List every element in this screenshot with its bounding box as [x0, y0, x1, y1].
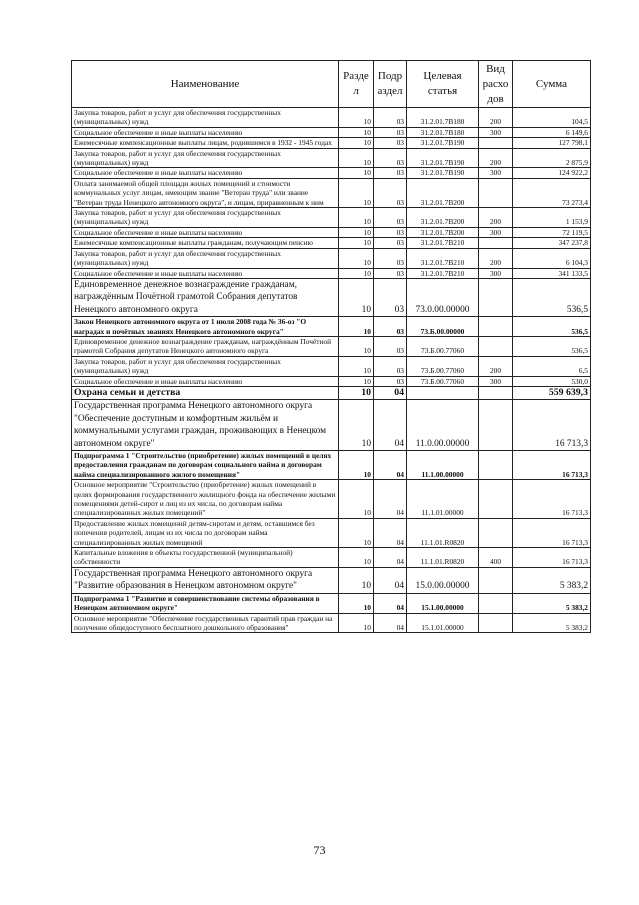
row-subsection-cell: 03 [374, 127, 407, 137]
row-sum-cell: 16 713,3 [513, 548, 591, 568]
row-target-cell: 11.1.01.R0820 [407, 518, 479, 547]
row-name-cell: Подпрограмма 1 "Развитие и совершенствование системы образования в Ненецком автономном округе" [72, 593, 339, 613]
row-target-cell: 73.Б.00.77060 [407, 336, 479, 356]
row-section-cell: 10 [339, 278, 374, 316]
row-type-cell [479, 238, 513, 248]
row-subsection-cell: 03 [374, 138, 407, 148]
row-sum-cell: 16 713,3 [513, 518, 591, 547]
table-row [72, 356, 591, 376]
row-section-cell: 10 [339, 208, 374, 228]
row-target-cell: 15.0.00.00000 [407, 567, 479, 593]
row-type-cell [479, 278, 513, 316]
row-name-cell: Закон Ненецкого автономного округа от 1 июля 2008 года № 36-оз "О наградах и почётных званиях Ненецкого автономного округа" [72, 317, 339, 337]
row-subsection-cell: 04 [374, 480, 407, 519]
row-target-cell: 11.1.01.00000 [407, 480, 479, 519]
row-subsection-cell: 03 [374, 317, 407, 337]
budget-table-sheet [71, 60, 590, 633]
row-subsection-cell: 03 [374, 168, 407, 178]
row-type-cell: 300 [479, 376, 513, 386]
row-type-cell: 200 [479, 356, 513, 376]
row-sum-cell: 5 383,2 [513, 567, 591, 593]
row-name-cell: Основное мероприятие "Строительство (приобретение) жилых помещений в целях формирования государственного жилищного фонда на обеспечение жилыми помещениями детей-сирот и лиц из их числа, по договорам найма специализированных жилых помещений" [72, 480, 339, 519]
row-sum-cell: 2 875,9 [513, 148, 591, 168]
row-subsection-cell: 03 [374, 108, 407, 128]
row-subsection-cell: 04 [374, 548, 407, 568]
row-type-cell [479, 178, 513, 207]
table-row [72, 336, 591, 356]
row-type-cell [479, 567, 513, 593]
table-row [72, 208, 591, 228]
row-target-cell: 73.Б.00.77060 [407, 376, 479, 386]
table-row [72, 178, 591, 207]
table-row [72, 386, 591, 399]
row-type-cell [479, 518, 513, 547]
header-type: Вид расхо дов [479, 61, 513, 108]
row-name-cell: Единовременное денежное вознаграждение гражданам, награждённым Почётной грамотой Собрания депутатов Ненецкого автономного округа [72, 278, 339, 316]
row-subsection-cell: 03 [374, 278, 407, 316]
row-sum-cell: 6,5 [513, 356, 591, 376]
header-target: Целевая статья [407, 61, 479, 108]
table-row [72, 400, 591, 451]
row-name-cell: Государственная программа Ненецкого автономного округа "Обеспечение доступным и комфортным жильём и коммунальными услугами граждан, проживающих в Ненецком автономном округе" [72, 400, 339, 451]
row-subsection-cell: 04 [374, 518, 407, 547]
row-subsection-cell: 04 [374, 451, 407, 480]
row-subsection-cell: 04 [374, 613, 407, 633]
row-type-cell [479, 451, 513, 480]
row-sum-cell: 5 383,2 [513, 593, 591, 613]
row-subsection-cell: 03 [374, 336, 407, 356]
row-type-cell: 300 [479, 168, 513, 178]
row-name-cell: Социальное обеспечение и иные выплаты населению [72, 168, 339, 178]
row-name-cell: Закупка товаров, работ и услуг для обеспечения государственных (муниципальных) нужд [72, 356, 339, 376]
row-subsection-cell: 04 [374, 593, 407, 613]
row-target-cell: 73.Б.00.77060 [407, 356, 479, 376]
row-name-cell: Социальное обеспечение и иные выплаты населению [72, 268, 339, 278]
table-row [72, 148, 591, 168]
row-sum-cell: 347 237,8 [513, 238, 591, 248]
row-sum-cell: 6 149,6 [513, 127, 591, 137]
table-row [72, 268, 591, 278]
row-section-cell: 10 [339, 336, 374, 356]
row-target-cell: 11.1.00.00000 [407, 451, 479, 480]
row-target-cell: 73.Б.00.00000 [407, 317, 479, 337]
row-subsection-cell: 03 [374, 227, 407, 237]
row-name-cell: Социальное обеспечение и иные выплаты населению [72, 227, 339, 237]
row-name-cell: Ежемесячные компенсационные выплаты лицам, родившимся в 1932 - 1945 годах [72, 138, 339, 148]
row-target-cell: 11.0.00.00000 [407, 400, 479, 451]
row-type-cell: 200 [479, 148, 513, 168]
row-section-cell: 10 [339, 356, 374, 376]
row-section-cell: 10 [339, 386, 374, 399]
row-sum-cell: 6 104,3 [513, 248, 591, 268]
row-section-cell: 10 [339, 248, 374, 268]
row-subsection-cell: 03 [374, 178, 407, 207]
row-sum-cell: 5 383,2 [513, 613, 591, 633]
row-name-cell: Закупка товаров, работ и услуг для обеспечения государственных (муниципальных) нужд [72, 148, 339, 168]
table-row [72, 518, 591, 547]
row-subsection-cell: 03 [374, 248, 407, 268]
row-type-cell [479, 613, 513, 633]
row-section-cell: 10 [339, 127, 374, 137]
row-target-cell: 31.2.01.7В200 [407, 208, 479, 228]
table-row [72, 593, 591, 613]
table-row [72, 108, 591, 128]
row-subsection-cell: 03 [374, 208, 407, 228]
row-target-cell: 31.2.01.7В200 [407, 227, 479, 237]
row-section-cell: 10 [339, 451, 374, 480]
table-row [72, 248, 591, 268]
row-name-cell: Оплата занимаемой общей площади жилых помещений и стоимости коммунальных услуг лицам, имеющим звание "Ветеран труда" или звание "Ветеран труда Ненецкого автономного округа", и лицам, приравненным к ним [72, 178, 339, 207]
table-row [72, 317, 591, 337]
row-name-cell: Закупка товаров, работ и услуг для обеспечения государственных (муниципальных) нужд [72, 248, 339, 268]
table-row [72, 451, 591, 480]
row-target-cell: 73.0.00.00000 [407, 278, 479, 316]
table-row [72, 127, 591, 137]
row-sum-cell: 536,5 [513, 336, 591, 356]
row-target-cell: 31.2.01.7В200 [407, 178, 479, 207]
row-target-cell: 31.2.01.7В210 [407, 248, 479, 268]
row-name-cell: Социальное обеспечение и иные выплаты населению [72, 127, 339, 137]
row-section-cell: 10 [339, 548, 374, 568]
table-row [72, 168, 591, 178]
row-type-cell [479, 386, 513, 399]
row-type-cell [479, 138, 513, 148]
row-sum-cell: 536,5 [513, 317, 591, 337]
row-sum-cell: 1 153,9 [513, 208, 591, 228]
header-section: Разде л [339, 61, 374, 108]
row-sum-cell: 72 119,5 [513, 227, 591, 237]
row-section-cell: 10 [339, 268, 374, 278]
row-subsection-cell: 03 [374, 376, 407, 386]
table-row [72, 480, 591, 519]
row-name-cell: Закупка товаров, работ и услуг для обеспечения государственных (муниципальных) нужд [72, 108, 339, 128]
budget-table [71, 60, 591, 633]
row-sum-cell: 127 798,1 [513, 138, 591, 148]
row-type-cell [479, 480, 513, 519]
row-type-cell: 200 [479, 208, 513, 228]
row-sum-cell: 73 273,4 [513, 178, 591, 207]
row-type-cell: 200 [479, 248, 513, 268]
row-section-cell: 10 [339, 567, 374, 593]
row-type-cell [479, 336, 513, 356]
table-row [72, 613, 591, 633]
row-type-cell: 300 [479, 227, 513, 237]
row-sum-cell: 16 713,3 [513, 451, 591, 480]
row-target-cell: 31.2.01.7В190 [407, 138, 479, 148]
row-name-cell: Подпрограмма 1 "Строительство (приобретение) жилых помещений в целях предоставления гражданам по договорам социального найма и договорам найма специализированного жилого помещения" [72, 451, 339, 480]
table-row [72, 548, 591, 568]
row-name-cell: Государственная программа Ненецкого автономного округа "Развитие образования в Ненецком автономном округе" [72, 567, 339, 593]
header-subsection: Подр аздел [374, 61, 407, 108]
row-section-cell: 10 [339, 400, 374, 451]
row-target-cell: 31.2.01.7В210 [407, 238, 479, 248]
table-row [72, 376, 591, 386]
page-number: 73 [313, 843, 326, 857]
row-target-cell: 31.2.01.7В180 [407, 127, 479, 137]
row-section-cell: 10 [339, 138, 374, 148]
header-sum: Сумма [513, 61, 591, 108]
row-section-cell: 10 [339, 593, 374, 613]
row-section-cell: 10 [339, 613, 374, 633]
row-type-cell: 400 [479, 548, 513, 568]
row-section-cell: 10 [339, 518, 374, 547]
row-name-cell: Ежемесячные компенсационные выплаты гражданам, получающим пенсию [72, 238, 339, 248]
row-name-cell: Основное мероприятие "Обеспечение государственных гарантий прав граждан на получение общедоступного бесплатного дошкольного образования" [72, 613, 339, 633]
row-target-cell: 15.1.00.00000 [407, 593, 479, 613]
row-subsection-cell: 03 [374, 148, 407, 168]
row-type-cell [479, 593, 513, 613]
row-subsection-cell: 04 [374, 567, 407, 593]
table-row [72, 238, 591, 248]
row-sum-cell: 16 713,3 [513, 480, 591, 519]
row-section-cell: 10 [339, 148, 374, 168]
row-section-cell: 10 [339, 376, 374, 386]
row-name-cell: Предоставление жилых помещений детям-сиротам и детям, оставшимся без попечения родителей, лицам из их числа по договорам найма специализированных жилых помещений [72, 518, 339, 547]
row-section-cell: 10 [339, 168, 374, 178]
row-subsection-cell: 03 [374, 268, 407, 278]
row-sum-cell: 536,5 [513, 278, 591, 316]
table-row [72, 138, 591, 148]
row-name-cell: Социальное обеспечение и иные выплаты населению [72, 376, 339, 386]
row-type-cell: 300 [479, 268, 513, 278]
row-sum-cell: 341 133,5 [513, 268, 591, 278]
row-target-cell [407, 386, 479, 399]
row-sum-cell: 124 922,2 [513, 168, 591, 178]
row-section-cell: 10 [339, 238, 374, 248]
row-type-cell: 300 [479, 127, 513, 137]
row-section-cell: 10 [339, 480, 374, 519]
table-row [72, 567, 591, 593]
row-target-cell: 15.1.01.00000 [407, 613, 479, 633]
row-name-cell: Единовременное денежное вознаграждение гражданам, награждённым Почётной грамотой Собрания депутатов Ненецкого автономного округа [72, 336, 339, 356]
row-sum-cell: 16 713,3 [513, 400, 591, 451]
row-type-cell: 200 [479, 108, 513, 128]
header-name: Наименование [72, 61, 339, 108]
row-name-cell: Охрана семьи и детства [72, 386, 339, 399]
row-sum-cell: 104,5 [513, 108, 591, 128]
row-section-cell: 10 [339, 178, 374, 207]
row-target-cell: 31.2.01.7В210 [407, 268, 479, 278]
table-header-row [72, 61, 591, 108]
row-subsection-cell: 04 [374, 400, 407, 451]
row-type-cell [479, 400, 513, 451]
table-row [72, 278, 591, 316]
row-name-cell: Капитальные вложения в объекты государственной (муниципальной) собственности [72, 548, 339, 568]
row-sum-cell: 530,0 [513, 376, 591, 386]
row-section-cell: 10 [339, 108, 374, 128]
row-section-cell: 10 [339, 227, 374, 237]
row-type-cell [479, 317, 513, 337]
row-target-cell: 31.2.01.7В190 [407, 168, 479, 178]
row-target-cell: 31.2.01.7В190 [407, 148, 479, 168]
row-target-cell: 31.2.01.7В180 [407, 108, 479, 128]
row-subsection-cell: 04 [374, 386, 407, 399]
table-row [72, 227, 591, 237]
row-section-cell: 10 [339, 317, 374, 337]
row-target-cell: 11.1.01.R0820 [407, 548, 479, 568]
row-subsection-cell: 03 [374, 238, 407, 248]
table-body [72, 108, 591, 633]
row-sum-cell: 559 639,3 [513, 386, 591, 399]
row-name-cell: Закупка товаров, работ и услуг для обеспечения государственных (муниципальных) нужд [72, 208, 339, 228]
row-subsection-cell: 03 [374, 356, 407, 376]
